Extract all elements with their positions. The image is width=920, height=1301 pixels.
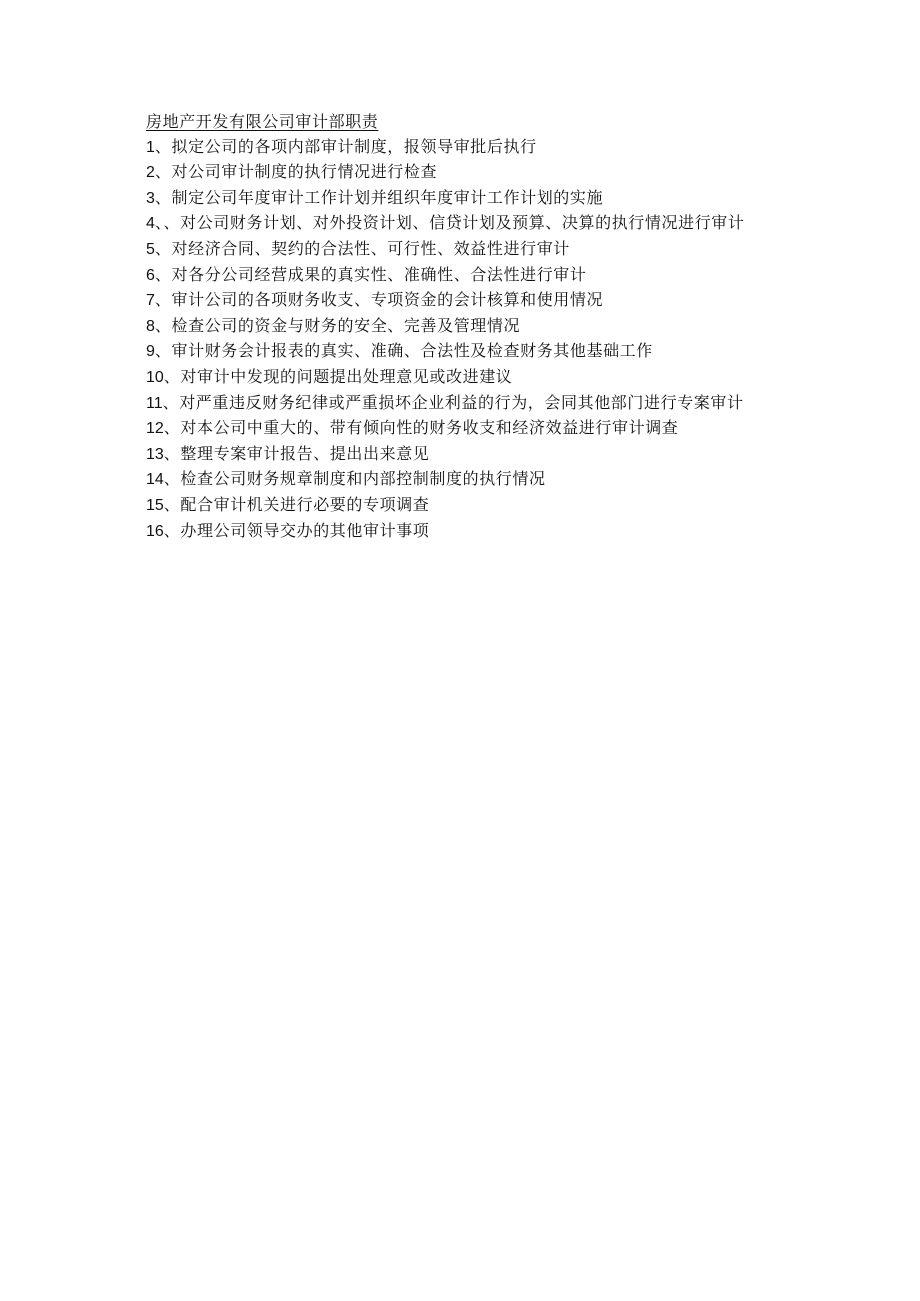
- duty-text: 、审计公司的各项财务收支、专项资金的会计核算和使用情况: [154, 290, 604, 310]
- duty-item: [146, 288, 766, 314]
- duty-item: [146, 391, 766, 417]
- duty-text: 、对审计中发现的问题提出处理意见或改进建议: [163, 366, 513, 386]
- duty-number: 2: [146, 164, 155, 182]
- duty-item: [146, 135, 766, 161]
- duty-item: [146, 263, 766, 289]
- duty-text: 、对经济合同、契约的合法性、可行性、效益性进行审计: [154, 238, 570, 258]
- duty-text: 、办理公司领导交办的其他审计事项: [163, 520, 430, 540]
- duties-list: [146, 135, 766, 545]
- duty-text: 、审计财务会计报表的真实、准确、合法性及检查财务其他基础工作: [154, 341, 653, 361]
- duty-text: 、制定公司年度审计工作计划并组织年度审计工作计划的实施: [154, 187, 604, 207]
- duty-item: [146, 186, 766, 212]
- duty-item: [146, 416, 766, 442]
- duty-text: 、检查公司财务规章制度和内部控制制度的执行情况: [163, 469, 546, 489]
- duty-item: [146, 237, 766, 263]
- duty-text: 、对各分公司经营成果的真实性、准确性、合法性进行审计: [154, 264, 587, 284]
- duty-item: [146, 493, 766, 519]
- duty-item: [146, 365, 766, 391]
- duty-item: [146, 339, 766, 365]
- duty-item: [146, 314, 766, 340]
- duty-number: 1: [146, 138, 155, 156]
- duty-number: 3: [146, 189, 155, 207]
- duty-text: 、对本公司中重大的、带有倾向性的财务收支和经济效益进行审计调查: [163, 418, 679, 438]
- duty-number: 11: [146, 394, 163, 412]
- duty-text: 、检查公司的资金与财务的安全、完善及管理情况: [154, 315, 521, 335]
- document-body: [146, 110, 766, 544]
- duty-item: [146, 467, 766, 493]
- duty-number: 8: [146, 317, 155, 335]
- duty-item: [146, 442, 766, 468]
- duty-number: 15: [146, 496, 164, 514]
- duty-item: [146, 211, 766, 237]
- duty-number: 6: [146, 266, 155, 284]
- duty-text: 、、对公司财务计划、对外投资计划、信贷计划及预算、决算的执行情况进行审计: [154, 213, 745, 233]
- duty-number: 4: [146, 215, 155, 233]
- duty-text: 、拟定公司的各项内部审计制度，报领导审批后执行: [154, 136, 537, 156]
- duty-text: 、配合审计机关进行必要的专项调查: [163, 494, 430, 514]
- duty-number: 16: [146, 522, 164, 540]
- duty-item: [146, 160, 766, 186]
- duty-text: 、对严重违反财务纪律或严重损坏企业利益的行为，会同其他部门进行专案审计: [162, 392, 744, 412]
- duty-number: 5: [146, 240, 155, 258]
- duty-number: 12: [146, 420, 164, 438]
- duty-number: 14: [146, 471, 164, 489]
- duty-number: 10: [146, 368, 164, 386]
- duty-text: 、整理专案审计报告、提出出来意见: [163, 443, 430, 463]
- duty-text: 、对公司审计制度的执行情况进行检查: [154, 162, 438, 182]
- duty-number: 7: [146, 292, 155, 310]
- document-title: 房地产开发有限公司审计部职责: [146, 112, 379, 131]
- duty-number: 9: [146, 343, 155, 361]
- duty-item: [146, 519, 766, 545]
- duty-number: 13: [146, 445, 164, 463]
